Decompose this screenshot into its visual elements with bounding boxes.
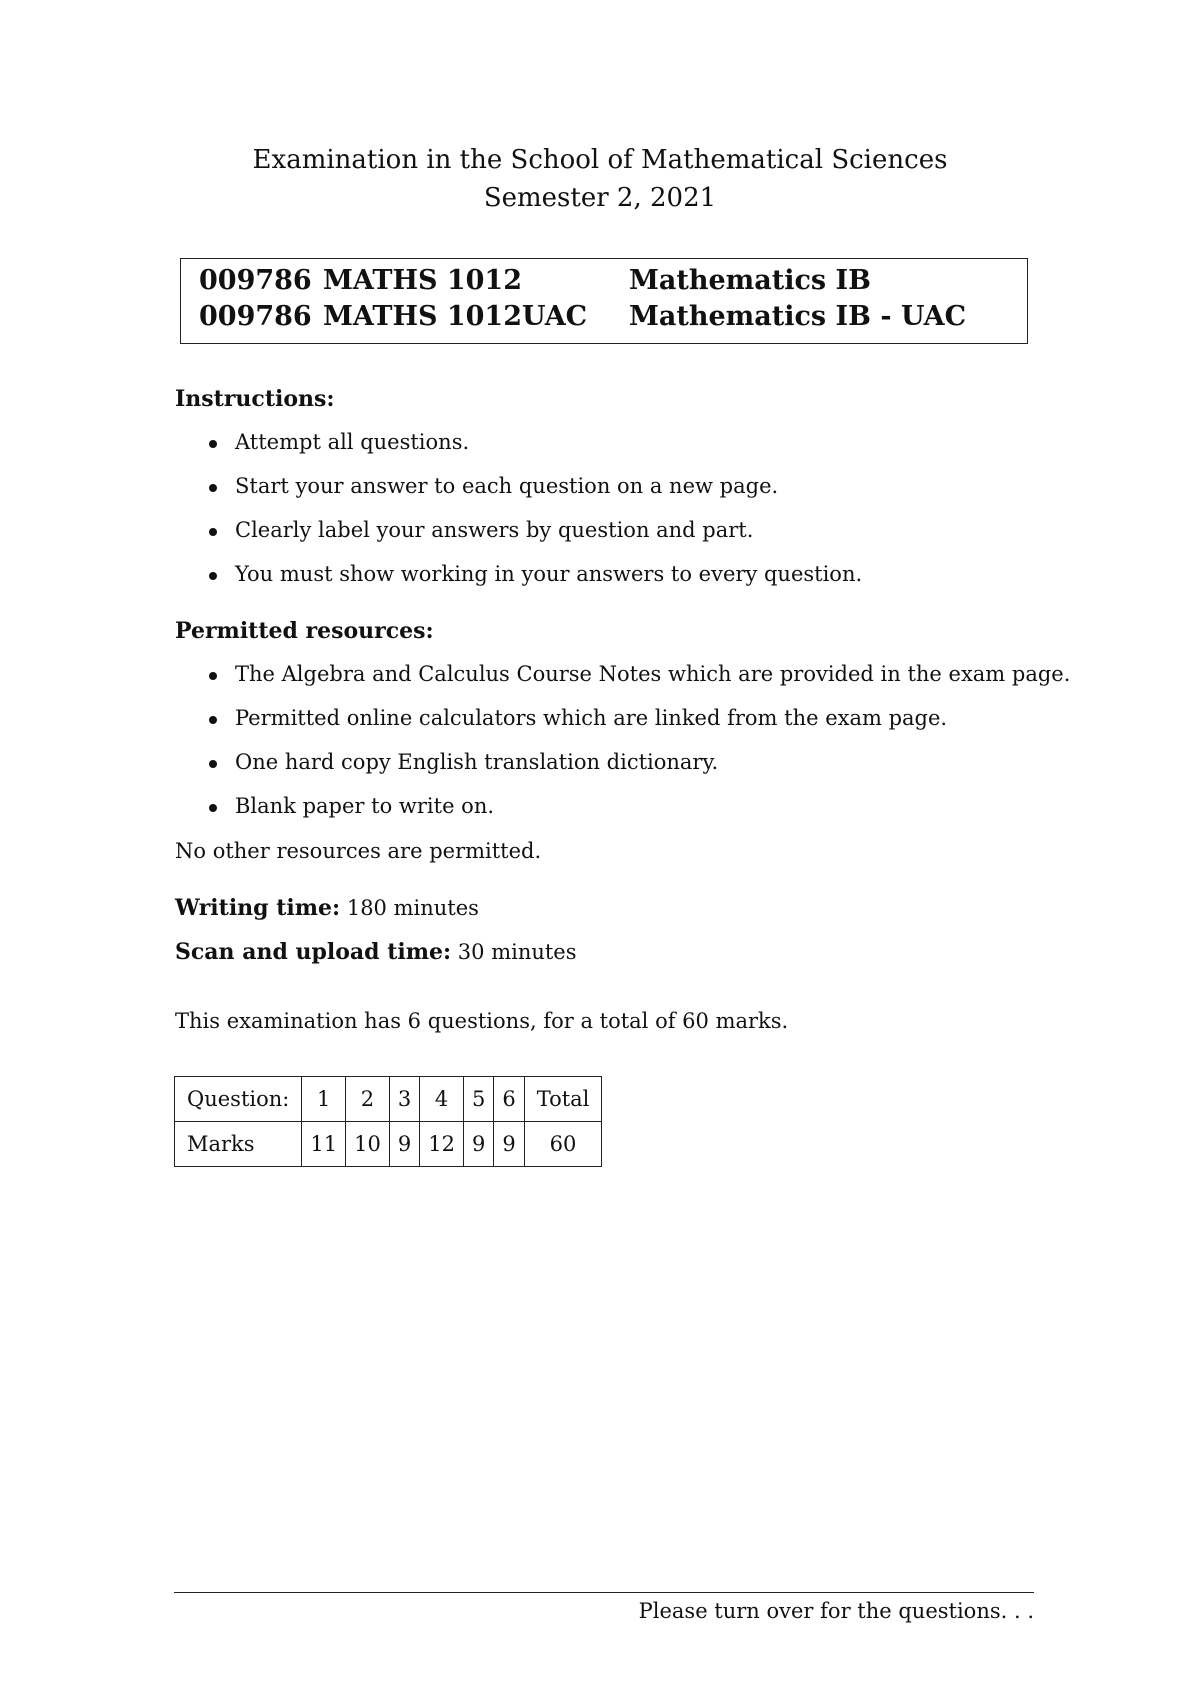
instruction-text: Attempt all questions. — [235, 430, 470, 454]
instructions-heading: Instructions: — [175, 386, 335, 412]
question-number-cell: 5 — [463, 1077, 493, 1122]
writing-time-value: 180 minutes — [346, 896, 479, 920]
bullet-icon — [209, 572, 217, 580]
list-item — [175, 747, 1070, 791]
resources-note: No other resources are permitted. — [175, 839, 542, 863]
course-code: 009786 — [199, 301, 312, 332]
instruction-text: You must show working in your answers to every question. — [235, 562, 863, 586]
table-row — [175, 1122, 602, 1167]
exam-semester: Semester 2, 2021 — [483, 183, 717, 213]
question-number-cell: 1 — [302, 1077, 346, 1122]
course-code: 009786 — [199, 265, 312, 296]
course-number: MATHS 1012 — [323, 265, 523, 296]
course-box — [180, 258, 1028, 344]
exam-title: Examination in the School of Mathematical Sciences — [252, 145, 948, 175]
list-item — [175, 791, 1070, 835]
marks-cell: 12 — [420, 1122, 464, 1167]
bullet-icon — [209, 528, 217, 536]
course-name: Mathematics IB — [629, 265, 871, 296]
question-number-cell: 6 — [494, 1077, 524, 1122]
course-name: Mathematics IB - UAC — [629, 301, 967, 332]
list-item — [175, 515, 862, 559]
list-item — [175, 559, 862, 603]
instructions-list — [175, 427, 862, 603]
instruction-text: Start your answer to each question on a new page. — [235, 474, 779, 498]
resource-text: Blank paper to write on. — [235, 794, 495, 818]
scan-time-value: 30 minutes — [457, 940, 577, 964]
question-number-cell: 4 — [420, 1077, 464, 1122]
writing-time — [175, 893, 479, 923]
question-number-cell: 3 — [389, 1077, 419, 1122]
footer-divider — [174, 1592, 1034, 1593]
bullet-icon — [209, 440, 217, 448]
question-number-cell: 2 — [346, 1077, 390, 1122]
resources-heading: Permitted resources: — [175, 618, 434, 644]
list-item — [175, 471, 862, 515]
course-number: MATHS 1012UAC — [323, 301, 588, 332]
table-row — [175, 1077, 602, 1122]
marks-table — [174, 1076, 602, 1167]
bullet-icon — [209, 716, 217, 724]
resources-list — [175, 659, 1070, 835]
resource-text: One hard copy English translation dictionary. — [235, 750, 719, 774]
instruction-text: Clearly label your answers by question and part. — [235, 518, 754, 542]
scan-time-label: Scan and upload time: — [175, 939, 452, 965]
marks-cell: 11 — [302, 1122, 346, 1167]
table-header-cell: Marks — [175, 1122, 302, 1167]
total-header-cell: Total — [524, 1077, 602, 1122]
marks-cell: 9 — [389, 1122, 419, 1167]
total-marks-cell: 60 — [524, 1122, 602, 1167]
bullet-icon — [209, 672, 217, 680]
footer-note: Please turn over for the questions. . . — [638, 1599, 1034, 1623]
scan-upload-time — [175, 937, 577, 967]
marks-cell: 10 — [346, 1122, 390, 1167]
exam-summary: This examination has 6 questions, for a total of 60 marks. — [175, 1009, 789, 1033]
list-item — [175, 427, 862, 471]
list-item — [175, 659, 1070, 703]
bullet-icon — [209, 804, 217, 812]
resource-text: Permitted online calculators which are linked from the exam page. — [235, 706, 948, 730]
resource-text: The Algebra and Calculus Course Notes which are provided in the exam page. — [235, 662, 1071, 686]
writing-time-label: Writing time: — [175, 895, 341, 921]
table-header-cell: Question: — [175, 1077, 302, 1122]
bullet-icon — [209, 760, 217, 768]
list-item — [175, 703, 1070, 747]
marks-cell: 9 — [494, 1122, 524, 1167]
marks-cell: 9 — [463, 1122, 493, 1167]
bullet-icon — [209, 484, 217, 492]
